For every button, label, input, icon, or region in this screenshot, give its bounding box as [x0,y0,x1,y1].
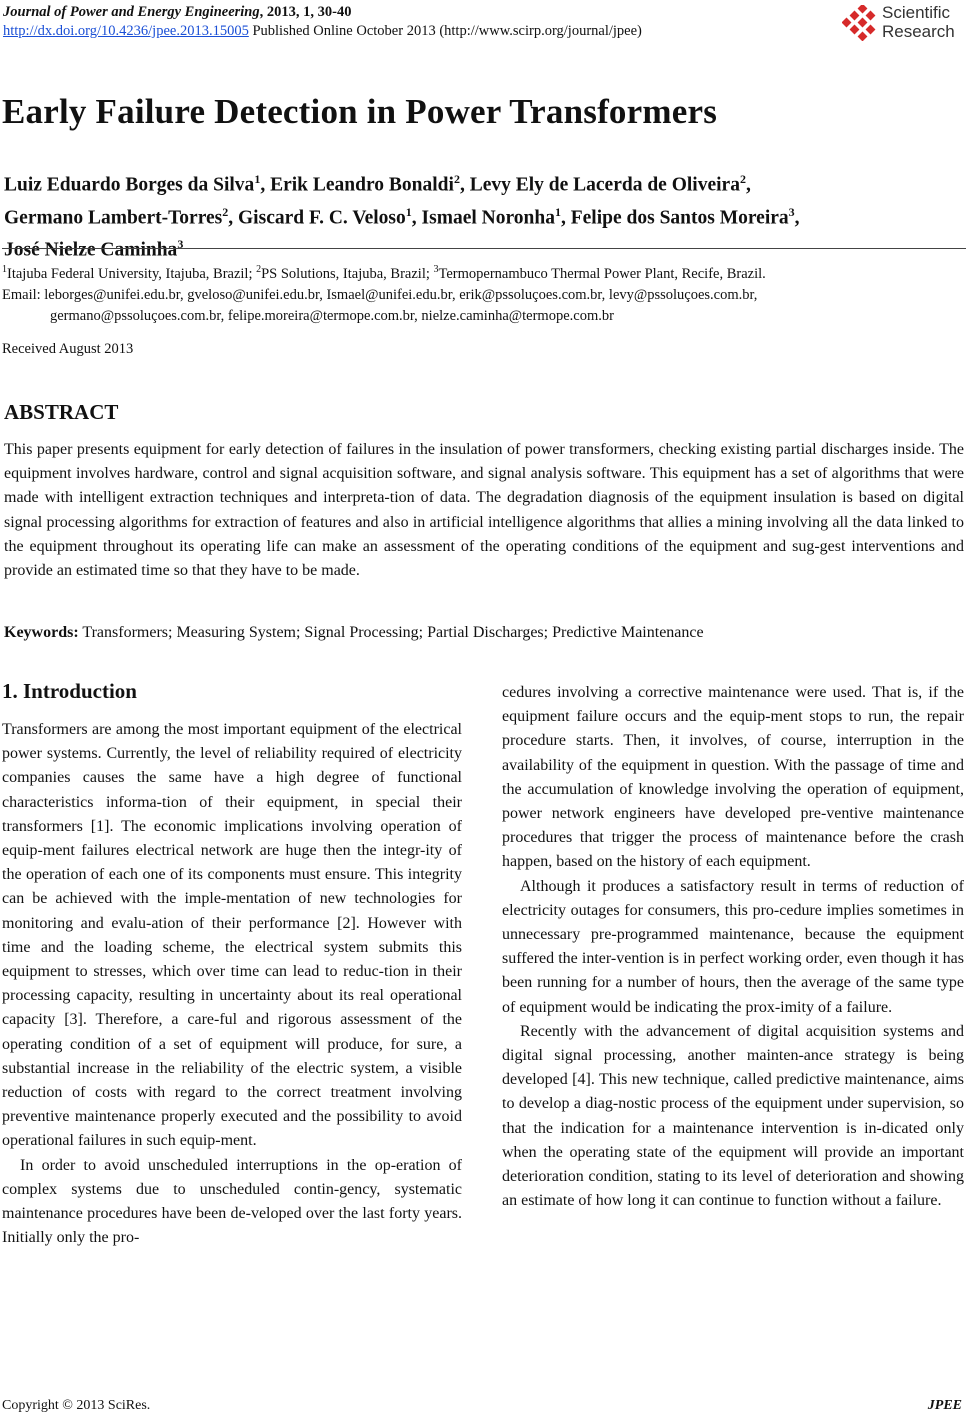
author-affil-mark: 1 [554,204,561,219]
published-info: Published Online October 2013 (http://www.scirp.org/journal/jpee) [248,23,642,39]
doi-link[interactable]: http://dx.doi.org/10.4236/jpee.2013.15005 [3,23,249,39]
paragraph: In order to avoid unscheduled interruptions in the op-eration of complex systems due to unscheduled contin-gency, systematic maintenance procedures have been de-veloped over the last forty years. Initially only the pro- [2,1156,462,1247]
author-name: Erik Leandro Bonaldi [270,174,454,196]
author-separator: , [794,207,800,228]
author-affil-mark: 1 [405,204,412,219]
journal-header [3,3,642,41]
author-affil-mark: 2 [453,172,460,186]
author-separator: , [560,207,571,228]
author-separator: , [228,207,239,228]
affil-mark: 1 [2,264,7,275]
paragraph: Transformers are among the most important equipment of the electrical power systems. Currently, the level of reliability required of electricity companies causes the same have a high degree of functional characteristics informa-tion of their equipment, in special their transformers [1]. The economic implications involving operation of equip-ment failures electrical network are huge then the integr-ity of the operation of each one of its components must ensure. This integrity can be achieved with the imple-mentation of new technologies for monitoring and evalu-ation of their performance [2]. However with time and the loading scheme, the electrical system submits this equipment to stresses, which over time can lead to reduc-tion in their processing capacity, resulting in uncertainty about its real operational capacity [3]. Therefore, a care-ful and rigorous assessment of the operating condition of a set of equipment will produce, for sure, a substantial increase in the reliability of the electric system, a visible reduction of costs with regard to the correct treatment involving preventive maintenance properly executed and the possibility to avoid operational failures in such equip-ment. [2,721,462,1150]
author-affil-mark: 2 [222,204,229,219]
keywords [4,624,704,642]
section-heading: 1. Introduction [2,679,137,703]
author-name: Germano Lambert-Torres [4,207,223,228]
author-separator: , [260,174,271,196]
email-line: Email: leborges@unifei.edu.br, gveloso@unifei.edu.br, Ismael@unifei.edu.br, erik@pssoluçoes.com.br, levy@pssoluçoes.com.br, [2,286,758,303]
abstract-heading: ABSTRACT [4,400,119,424]
left-column [2,718,462,1250]
affil-mark: 3 [433,264,439,275]
publisher-logo [842,3,964,43]
header-divider [2,248,966,249]
paragraph: cedures involving a corrective maintenance were used. That is, if the equipment failure occurs and the equip-ment stops to run, the repair procedure starts. Then, it involves, of course, interruption in the availability of the equipment in question. With the passage of time and the accumulation of knowledge involving the operation of equipment, power network engineers have developed pre-ventive maintenance procedures that trigger the process of maintenance before the crash happen, based on the history of each equipment. [502,684,964,871]
email-line: germano@pssoluçoes.com.br, felipe.moreira@termope.com.br, nielze.caminha@termope.com.br [50,307,614,324]
author-name: Giscard F. C. Veloso [238,207,406,228]
paper-title: Early Failure Detection in Power Transformers [2,92,718,131]
affiliation-text: PS Solutions, Itajuba, Brazil; [261,265,434,282]
author-separator: , [459,174,470,196]
volume-info: , 2013, 1, 30-40 [259,4,352,20]
abstract-text: This paper presents equipment for early detection of failures in the insulation of power transformers, checking existing partial discharges inside. The equipment involves hardware, control and signal acquisition software, and signal analysis software. This equipment has a set of algorithms that were made with intelligent extraction techniques and interpreta-tion of data. The degradation diagnosis of the equipment insulation is based on digital signal processing algorithms for extraction of features and also in artificial intelligence algorithms that allies a mining involving all the data linked to the equipment throughout its operating life can make an assessment of the operating conditions of the equipment and sug-gest interventions and provide an estimated time so that they have to be made. [4,441,964,580]
affiliation-text: Termopernambuco Thermal Power Plant, Recife, Brazil. [438,265,766,282]
author-affil-mark: 1 [254,172,261,186]
logo-line-2: Research [882,22,955,41]
copyright: Copyright © 2013 SciRes. [2,1398,151,1413]
paragraph: Although it produces a satisfactory result in terms of reduction of electricity outages for consumers, this pro-cedure implies sometimes in unnecessary pre-programmed maintenance, because the equipment suffered the inter-vention is in perfect working order, even though it has been running for a number of hours, then the average of the same type of equipment would be indicating the prox-imity of a failure. [502,877,964,1016]
keywords-label: Keywords: [4,624,79,641]
paragraph: Recently with the advancement of digital acquisition systems and digital signal processing, another mainten-ance strategy is being developed [4]. This new technique, called predictive maintenance, aims to develop a diag-nostic process of the equipment under supervision, so that the indication for a maintenance intervention is in-dicated only when the operating state of the equipment will provide an important deterioration condition, stating to its level of deterioration and showing an estimate of how long it can continue to function without a failure. [502,1022,964,1210]
author-affil-mark: 2 [739,172,746,186]
affil-mark: 2 [256,264,262,275]
author-name: Luiz Eduardo Borges da Silva [4,174,255,196]
page-footer [2,1398,962,1414]
journal-abbr: JPEE [927,1398,962,1413]
author-name: José Nielze Caminha [4,239,178,261]
keywords-list: Transformers; Measuring System; Signal Processing; Partial Discharges; Predictive Maintenance [78,624,704,641]
affiliation-text: Itajuba Federal University, Itajuba, Brazil; [7,265,257,282]
author-name: Felipe dos Santos Moreira [570,207,789,228]
right-column [502,681,964,1213]
author-name: Levy Ely de Lacerda de Oliveira [469,174,740,196]
author-affil-mark: 3 [177,237,184,251]
affiliations [2,259,964,327]
scientific-research-logo-icon [842,5,880,41]
author-separator: , [411,207,422,228]
logo-line-1: Scientific [882,3,951,22]
author-affil-mark: 3 [788,204,795,219]
author-separator: , [745,174,751,196]
journal-name: Journal of Power and Energy Engineering [3,4,260,20]
author-name: Ismael Noronha [421,207,555,228]
received-date: Received August 2013 [2,341,134,357]
